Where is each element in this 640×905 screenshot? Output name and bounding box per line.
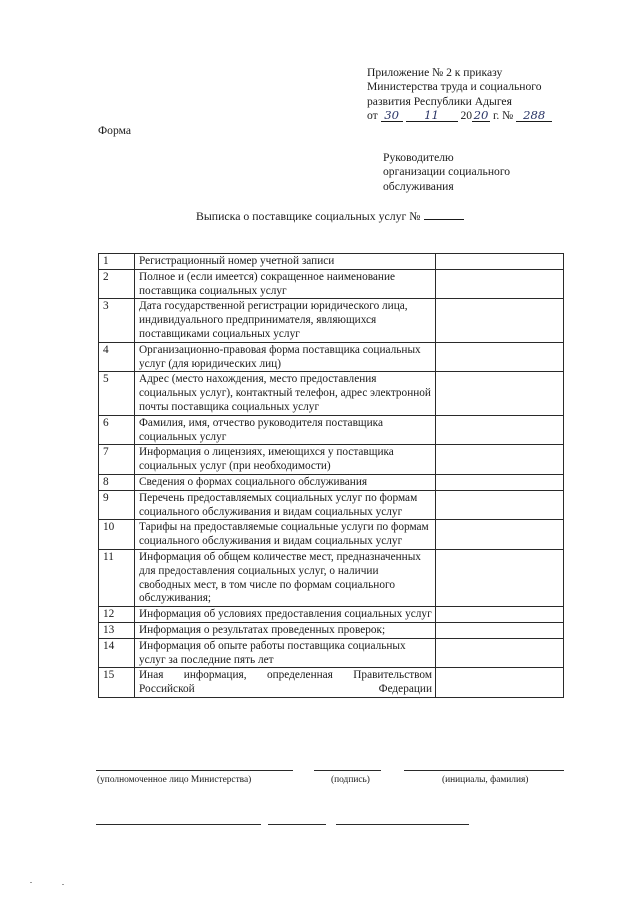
annex-day: 30 [381,109,403,122]
annex-year-mark: г. № [492,108,514,122]
caption-name: (инициалы, фамилия) [442,775,529,785]
annex-line-2: Министерства труда и социального [367,80,542,94]
recipient-line-1: Руководителю [383,151,454,164]
row-number: 1 [99,254,135,270]
row-field-name: Информация об общем количестве мест, предназначенных для предоставления социальных услуг, о наличии свободных мест, в том числе по формам социального обслуживания; [135,549,436,606]
row-field-name: Информация о результатах проведенных проверок; [135,622,436,638]
table-row [99,622,564,638]
row-number: 3 [99,299,135,342]
annex-year-prefix: 20 [460,108,473,122]
row-value-cell [436,474,564,490]
annex-month: 11 [406,109,458,122]
row-field-name: Фамилия, имя, отчество руководителя поставщика социальных услуг [135,415,436,445]
row-value-cell [436,622,564,638]
row-field-name: Сведения о формах социального обслуживания [135,474,436,490]
table-row [99,490,564,520]
row-value-cell [436,445,564,475]
form-label: Форма [98,124,131,137]
row-number: 10 [99,520,135,550]
table-row [99,638,564,668]
row-field-name: Тарифы на предоставляемые социальные услуги по формам социального обслуживания и видам социальных услуг [135,520,436,550]
row-value-cell [436,638,564,668]
row-field-name: Информация об опыте работы поставщика социальных услуг за последние пять лет [135,638,436,668]
row-field-name: Дата государственной регистрации юридического лица, индивидуального предпринимателя, являющихся поставщиками социальных услуг [135,299,436,342]
row-value-cell [436,520,564,550]
heading-text: Выписка о поставщике социальных услуг № [196,209,421,223]
annex-year-suffix: 20 [473,107,489,122]
table-row [99,668,564,698]
row-value-cell [436,607,564,623]
table-row [99,299,564,342]
heading-number-blank [424,210,464,220]
table-row [99,549,564,606]
signature-line-2-official [96,824,261,825]
row-number: 13 [99,622,135,638]
recipient-line-2: организации социального [383,165,511,179]
signature-line-2-name [336,824,469,825]
row-number: 11 [99,549,135,606]
annex-block [367,66,597,123]
row-field-name: Полное и (если имеется) сокращенное наименование поставщика социальных услуг [135,269,436,299]
recipient-line-3: обслуживания [383,179,454,193]
row-number: 5 [99,372,135,415]
table-row [99,415,564,445]
table-row [99,254,564,270]
row-value-cell [436,668,564,698]
table-row [99,269,564,299]
row-value-cell [436,490,564,520]
row-value-cell [436,254,564,270]
row-field-name: Регистрационный номер учетной записи [135,254,436,270]
caption-signature: (подпись) [331,775,370,785]
row-value-cell [436,299,564,342]
row-number: 14 [99,638,135,668]
row-number: 12 [99,607,135,623]
row-field-name: Перечень предоставляемых социальных услуг по формам социального обслуживания и видам социальных услуг [135,490,436,520]
row-value-cell [436,269,564,299]
table-row [99,372,564,415]
row-value-cell [436,342,564,372]
row-number: 15 [99,668,135,698]
signature-line-signature [314,770,381,771]
row-field-name: Адрес (место нахождения, место предоставления социальных услуг), контактный телефон, адрес электронной почты поставщика социальных услуг [135,372,436,415]
annex-date-prefix: от [367,108,378,122]
row-value-cell [436,372,564,415]
recipient-block [383,151,510,194]
annex-line-1: Приложение № 2 к приказу [367,66,503,79]
scan-speck [30,882,32,883]
annex-line-3: развития Республики Адыгея [367,94,512,108]
row-number: 9 [99,490,135,520]
signature-line-official [96,770,293,771]
row-number: 4 [99,342,135,372]
signature-line-name [404,770,564,771]
row-number: 8 [99,474,135,490]
table-row [99,342,564,372]
scan-speck [62,884,64,885]
annex-date-line [367,109,597,123]
table-row [99,607,564,623]
caption-official: (уполномоченное лицо Министерства) [97,775,252,785]
row-number: 7 [99,445,135,475]
row-value-cell [436,549,564,606]
row-number: 2 [99,269,135,299]
table-row [99,474,564,490]
table-row [99,520,564,550]
row-field-name: Информация о лицензиях, имеющихся у поставщика социальных услуг (при необходимости) [135,445,436,475]
document-heading [196,209,464,224]
signature-line-2-signature [268,824,326,825]
annex-number: 288 [516,109,552,122]
row-field-name: Организационно-правовая форма поставщика социальных услуг (для юридических лиц) [135,342,436,372]
row-value-cell [436,415,564,445]
extract-table [98,253,564,698]
row-field-name: Информация об условиях предоставления социальных услуг [135,607,436,623]
table-row [99,445,564,475]
row-field-name: Иная информация, определенная Правительством Российской Федерации [135,668,436,698]
row-number: 6 [99,415,135,445]
